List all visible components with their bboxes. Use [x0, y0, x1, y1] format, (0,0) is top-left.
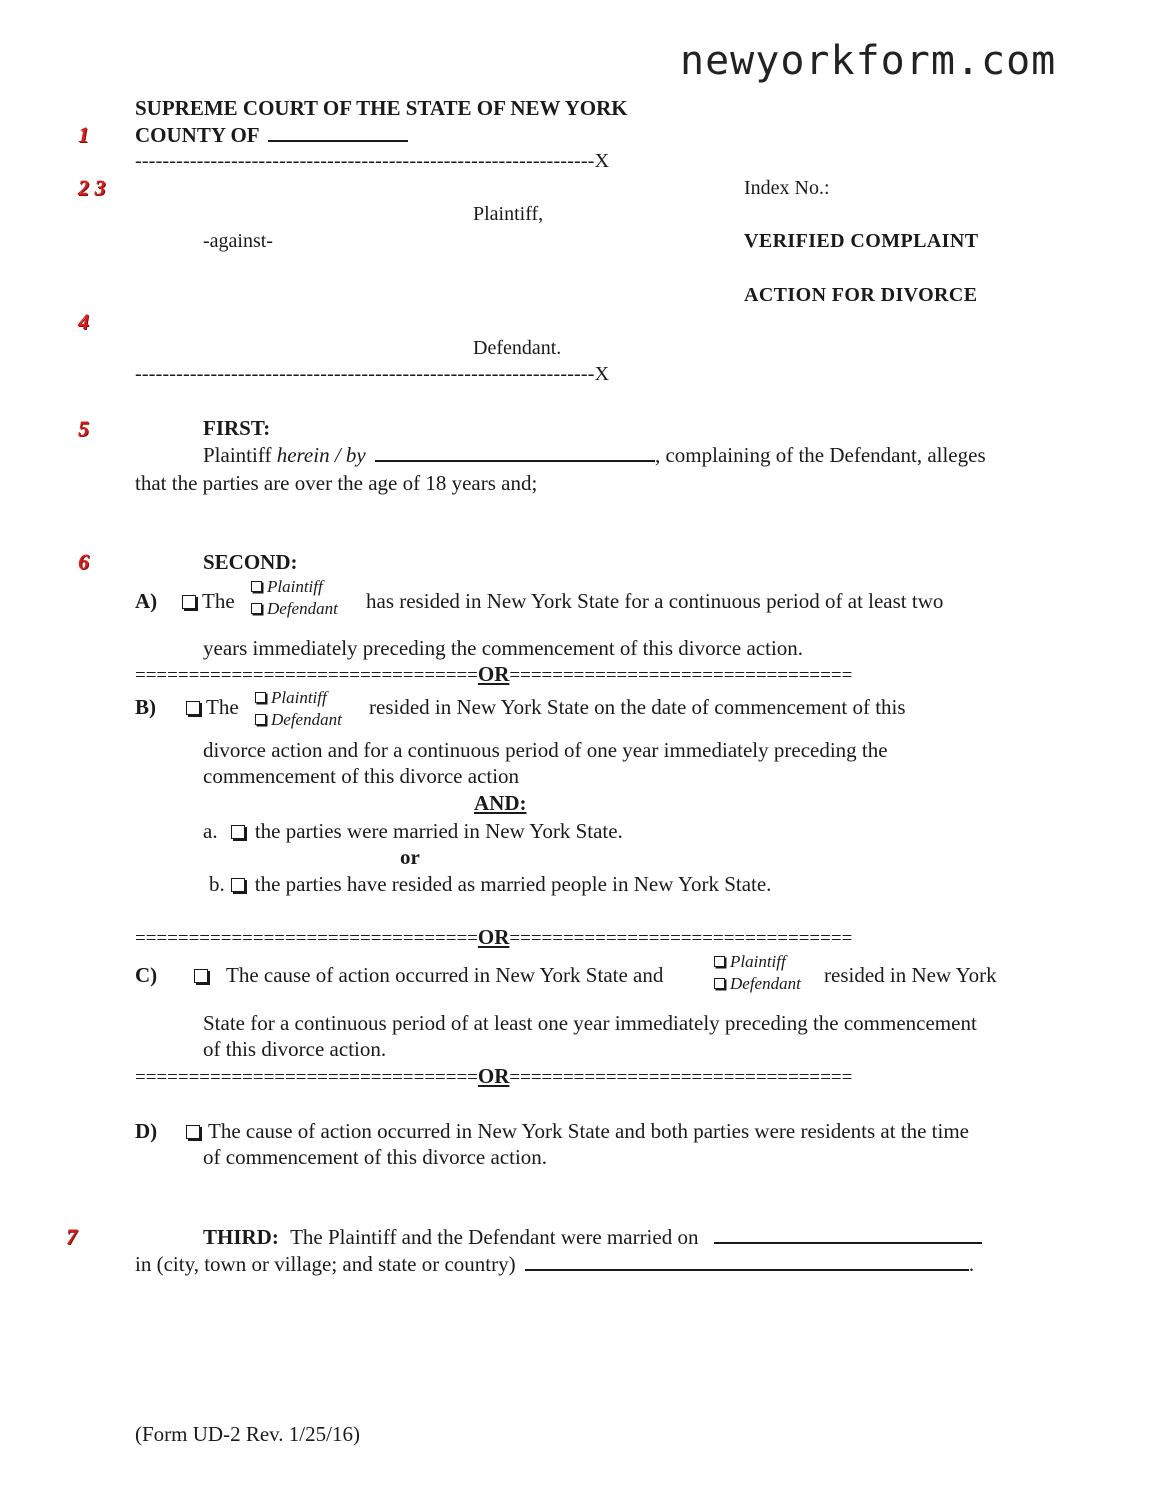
county-label: COUNTY OF: [135, 123, 259, 147]
first-line-1: [203, 443, 986, 468]
option-b-the: The: [206, 695, 239, 719]
option-c-line-3: of this divorce action.: [203, 1037, 387, 1061]
option-b-checkbox[interactable]: [186, 695, 239, 720]
marriage-date-blank[interactable]: [714, 1242, 982, 1244]
or-separator-3: ================================OR================================: [135, 1064, 853, 1088]
county-line: [135, 123, 408, 148]
marker-2-3: 2 3: [78, 175, 106, 200]
second-heading: SECOND:: [203, 550, 298, 574]
option-c-checkbox[interactable]: [194, 963, 663, 988]
or-word: OR: [477, 1064, 510, 1088]
against-caption: -against-: [203, 230, 273, 252]
sub-option-b-text: the parties have resided as married people in New York State.: [254, 872, 772, 896]
checkbox-icon[interactable]: [231, 825, 245, 839]
or-lower: or: [400, 845, 420, 869]
checkbox-icon[interactable]: [186, 701, 200, 715]
title-verified-complaint: VERIFIED COMPLAINT: [744, 230, 979, 252]
marriage-place-blank[interactable]: [525, 1269, 969, 1271]
sub-option-b-label: b.: [209, 872, 225, 896]
option-c-defendant[interactable]: Defendant: [714, 973, 801, 995]
third-text: The Plaintiff and the Defendant were married on: [290, 1225, 699, 1249]
site-watermark: newyorkform.com: [680, 38, 1057, 84]
checkbox-icon[interactable]: [251, 581, 262, 592]
checkbox-icon[interactable]: [255, 714, 266, 725]
option-d-text: The cause of action occurred in New York State and both parties were residents at the time: [208, 1119, 970, 1143]
option-b-line-3: commencement of this divorce action: [203, 764, 520, 788]
plaintiff-caption: Plaintiff,: [473, 203, 544, 225]
option-a-party-choice[interactable]: [251, 576, 338, 620]
option-c-line-2: State for a continuous period of at least one year immediately preceding the commencement: [203, 1011, 977, 1035]
marker-7: 7: [66, 1224, 77, 1249]
first-line-2: that the parties are over the age of 18 years and;: [135, 471, 538, 495]
third-line-1: [203, 1225, 982, 1250]
marker-1: 1: [78, 122, 89, 147]
checkbox-icon[interactable]: [186, 1125, 200, 1139]
sub-option-b[interactable]: [209, 872, 771, 897]
option-a-the: The: [202, 589, 235, 613]
and-heading: AND:: [474, 791, 527, 815]
caption-dash-bottom: -------------------------------------------------------------------X: [135, 363, 610, 385]
option-d-line-2: of commencement of this divorce action.: [203, 1145, 548, 1169]
checkbox-icon[interactable]: [182, 595, 196, 609]
checkbox-icon[interactable]: [255, 692, 266, 703]
option-b-line-2: divorce action and for a continuous period of one year immediately preceding the: [203, 738, 888, 762]
checkbox-icon[interactable]: [714, 978, 725, 989]
third-period: .: [968, 1252, 975, 1276]
marker-6: 6: [78, 549, 89, 574]
option-c-text: The cause of action occurred in New York State and: [226, 963, 664, 987]
court-name: SUPREME COURT OF THE STATE OF NEW YORK: [135, 96, 628, 120]
checkbox-icon[interactable]: [714, 956, 725, 967]
or-separator-1: ================================OR================================: [135, 662, 853, 686]
form-footer: (Form UD-2 Rev. 1/25/16): [135, 1422, 360, 1446]
option-a-plaintiff[interactable]: Plaintiff: [251, 576, 338, 598]
option-b-plaintiff[interactable]: Plaintiff: [255, 687, 342, 709]
option-a-text: has resided in New York State for a continuous period of at least two: [366, 589, 944, 613]
or-word: OR: [477, 925, 510, 949]
option-a-line-2: years immediately preceding the commencement of this divorce action.: [203, 636, 804, 660]
checkbox-icon[interactable]: [194, 969, 208, 983]
option-c-plaintiff[interactable]: Plaintiff: [714, 951, 801, 973]
checkbox-icon[interactable]: [231, 878, 245, 892]
sub-option-a-label: a.: [203, 819, 218, 843]
title-action-for-divorce: ACTION FOR DIVORCE: [744, 284, 978, 306]
third-line-2: [135, 1252, 974, 1277]
first-heading: FIRST:: [203, 416, 271, 440]
checkbox-icon[interactable]: [251, 603, 262, 614]
third-heading: THIRD:: [203, 1225, 279, 1249]
option-a-defendant[interactable]: Defendant: [251, 598, 338, 620]
marker-5: 5: [78, 416, 89, 441]
sub-option-a[interactable]: [203, 819, 623, 844]
option-c-rest: resided in New York: [824, 963, 997, 987]
option-a-label: A): [135, 589, 158, 613]
option-b-text: resided in New York State on the date of commencement of this: [369, 695, 906, 719]
county-blank[interactable]: [268, 140, 408, 142]
option-b-party-choice[interactable]: [255, 687, 342, 731]
first-complaining: , complaining of the Defendant, alleges: [654, 443, 986, 467]
defendant-caption: Defendant.: [473, 337, 562, 359]
option-c-party-choice[interactable]: [714, 951, 801, 995]
attorney-blank[interactable]: [375, 460, 655, 462]
option-b-defendant[interactable]: Defendant: [255, 709, 342, 731]
or-separator-2: ================================OR================================: [135, 925, 853, 949]
first-plaintiff: Plaintiff: [203, 443, 272, 467]
or-word: OR: [477, 662, 510, 686]
marker-4: 4: [78, 309, 89, 334]
first-herein-by: herein / by: [276, 443, 366, 467]
option-b-label: B): [135, 695, 156, 719]
option-d-checkbox[interactable]: [186, 1119, 969, 1144]
option-c-label: C): [135, 963, 158, 987]
third-place-label: in (city, town or village; and state or country): [135, 1252, 516, 1276]
index-no: Index No.:: [744, 177, 830, 199]
sub-option-a-text: the parties were married in New York State.: [254, 819, 623, 843]
option-a-checkbox[interactable]: [182, 589, 235, 614]
caption-dash-top: -------------------------------------------------------------------X: [135, 150, 610, 172]
option-d-label: D): [135, 1119, 158, 1143]
